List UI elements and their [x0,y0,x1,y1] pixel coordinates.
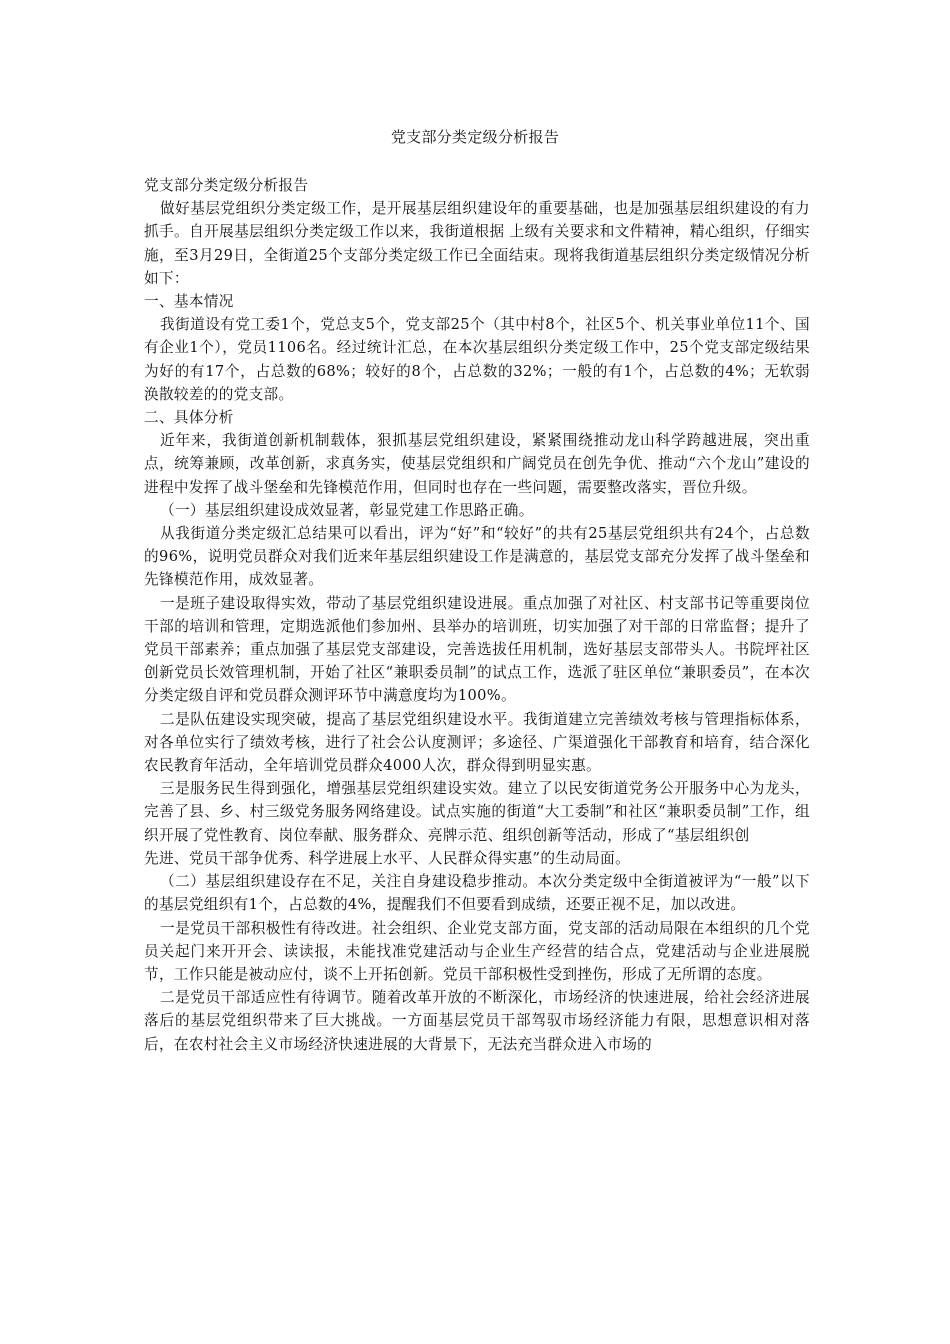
motivation-paragraph: 一是党员干部积极性有待改进。社会组织、企业党支部方面，党支部的活动局限在本组织的几个党员关起门来开开会、读读报，未能找准党建活动与企业生产经营的结合点，党建活动与企业进展脱节，工作只能是被动应付，谈不上开拓创新。党员干部积极性受到挫伤，形成了无所谓的态度。 [144,919,810,983]
public-service-paragraph: 三是服务民生得到强化，增强基层党组织建设实效。建立了以民安街道党务公开服务中心为龙头，完善了县、乡、村三级党务服务网络建设。试点实施的街道“大工委制”和社区“兼职委员制”工作，组织开展了党性教育、岗位奉献、服务群众、亮牌示范、组织创新等活动，形成了“基层组织创 [144,780,810,844]
staff-building-paragraph: 二是队伍建设实现突破，提高了基层党组织建设水平。我街道建立完善绩效考核与管理指标体系，对各单位实行了绩效考核，进行了社会公认度测评；多途径、广渠道强化干部教育和培育，结合深化农民教育年活动，全年培训党员群众4000人次，群众得到明显实惠。 [144,710,810,775]
section-heading-analysis-text: 二、具体分析 [144,409,234,427]
section-heading-basic [144,290,810,313]
document-body [144,174,810,1056]
document-subtitle: 党支部分类定级分析报告 [144,177,309,194]
intro-paragraph: 做好基层党组织分类定级工作，是开展基层组织建设年的重要基础，也是加强基层组织建设的有力抓手。自开展基层组织分类定级工作以来，我街道根据 上级有关要求和文件精神，精心组织，仔细实施，至3月29日，全街道25个支部分类定级工作已全面结束。现将我街道基层组织分类定级情况分析如下： [144,200,810,287]
section-heading-basic-text: 一、基本情况 [144,293,234,311]
subheading-shortcomings: （二）基层组织建设存在不足，关注自身建设稳步推动。本次分类定级中全街道被评为“一般”以下的基层党组织有1个，占总数的4%，提醒我们不但要看到成绩，还要正视不足，加以改进。 [144,873,810,914]
basic-info-paragraph: 我街道设有党工委1个，党总支5个，党支部25个（其中村8个，社区5个、机关事业单位11个、国有企业1个），党员1106名。经过统计汇总，在本次基层组织分类定级工作中，25个党支部定级结果为好的有17个，占总数的68%；较好的8个，占总数的32%；一般的有1个，占总数的4%；无软弱涣散较差的的党支部。 [144,316,810,403]
page-title: 党支部分类定级分析报告 [390,128,560,146]
section-heading-analysis [144,406,810,429]
achievements-paragraph: 从我街道分类定级汇总结果可以看出，评为“好”和“较好”的共有25基层党组织共有24个，占总数的96%，说明党员群众对我们近来年基层组织建设工作是满意的，基层党支部充分发挥了战斗堡垒和先锋模范作用，成效显著。 [144,525,810,589]
public-service-continued: 先进、党员干部争优秀、科学进展上水平、人民群众得实惠”的生动局面。 [144,849,631,867]
adaptability-paragraph: 二是党员干部适应性有待调节。随着改革开放的不断深化，市场经济的快速进展，给社会经济进展落后的基层党组织带来了巨大挑战。一方面基层党员干部驾驭市场经济能力有限，思想意识相对落后，在农村社会主义市场经济快速进展的大背景下，无法充当群众进入市场的 [144,989,810,1053]
team-building-paragraph: 一是班子建设取得实效，带动了基层党组织建设进展。重点加强了对社区、村支部书记等重要岗位干部的培训和管理，定期选派他们参加州、县举办的培训班，切实加强了对干部的日常监督；提升了党员干部素养；重点加强了基层党支部建设，完善选拔任用机制，选好基层支部带头人。书院坪社区创新党员长效管理机制，开始了社区“兼职委员制”的试点工作，选派了驻区单位“兼职委员”，在本次分类定级自评和党员群众测评环节中满意度均为100%。 [144,594,810,705]
analysis-paragraph: 近年来，我街道创新机制载体，狠抓基层党组织建设，紧紧围绕推动龙山科学跨越进展，突出重点，统筹兼顾，改革创新，求真务实，使基层党组织和广阔党员在创先争优、推动“六个龙山”建设的进程中发挥了战斗堡垒和先锋模范作用，但同时也存在一些问题，需要整改落实，晋位升级。 [144,432,810,496]
subheading-achievements: （一）基层组织建设成效显著，彰显党建工作思路正确。 [160,501,534,519]
